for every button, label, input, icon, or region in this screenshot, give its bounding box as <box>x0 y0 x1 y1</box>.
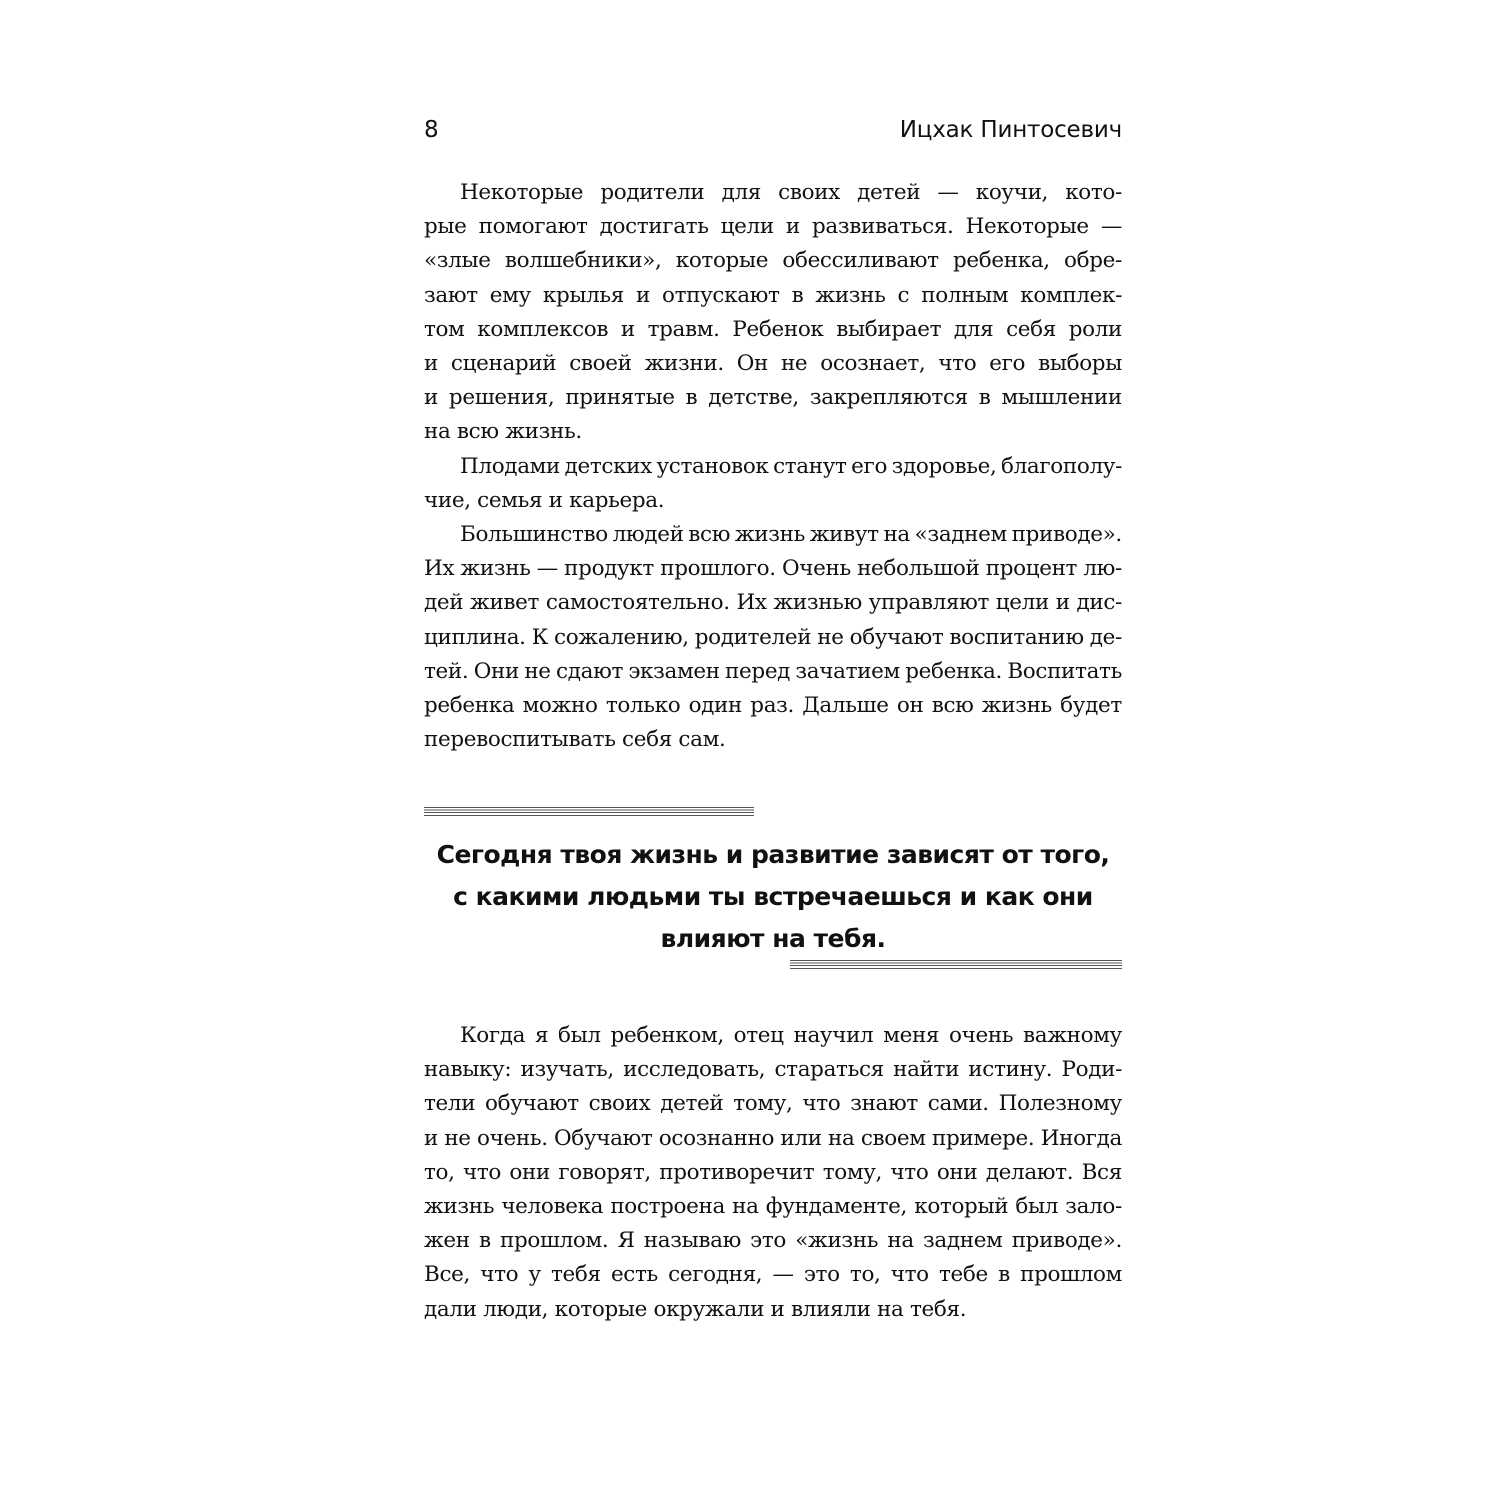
text-line: «злые волшебники», которые обессиливают ребенка, обре- <box>424 248 1122 274</box>
text-line: и не очень. Обучают осознанно или на своем примере. Иногда <box>424 1125 1122 1151</box>
text-line: Их жизнь — продукт прошлого. Очень небольшой процент лю- <box>424 556 1122 582</box>
body-text-section-2 <box>424 1019 1122 1327</box>
page-number: 8 <box>424 117 439 143</box>
text-line: чие, семья и карьера. <box>424 487 665 513</box>
text-line: циплина. К сожалению, родителей не обучают воспитанию де- <box>424 624 1122 650</box>
paragraph <box>424 1019 1122 1327</box>
text-line: Плодами детских установок станут его здоровье, благополу- <box>460 453 1122 479</box>
text-line: зают ему крылья и отпускают в жизнь с полным комплек- <box>424 282 1122 308</box>
text-line: перевоспитывать себя сам. <box>424 727 726 753</box>
text-line: рые помогают достигать цели и развиваться. Некоторые — <box>424 214 1122 240</box>
running-header <box>424 112 1122 148</box>
paragraph <box>424 450 1122 518</box>
text-line: навыку: изучать, исследовать, стараться найти истину. Роди- <box>424 1057 1122 1083</box>
text-line: дали люди, которые окружали и влияли на тебя. <box>424 1296 967 1322</box>
text-line: на всю жизнь. <box>424 419 582 445</box>
text-line: Все, что у тебя есть сегодня, — это то, что тебе в прошлом <box>424 1262 1122 1288</box>
paragraph <box>424 518 1122 757</box>
paragraph <box>424 176 1122 450</box>
text-line: дей живет самостоятельно. Их жизнью управляют цели и дис- <box>424 590 1122 616</box>
body-text-section-1 <box>424 176 1122 757</box>
author-name: Ицхак Пинтосевич <box>899 117 1122 143</box>
text-line: жизнь человека построена на фундаменте, который был зало- <box>424 1194 1122 1220</box>
decorative-rule-bottom <box>790 960 1122 969</box>
text-line: том комплексов и травм. Ребенок выбирает для себя роли <box>424 316 1122 342</box>
book-page <box>424 0 1122 1500</box>
pull-quote-line: влияют на тебя. <box>660 924 886 953</box>
pull-quote-line: с какими людьми ты встречаешься и как они <box>453 882 1093 911</box>
text-line: жен в прошлом. Я называю это «жизнь на заднем приводе». <box>424 1228 1122 1254</box>
text-line: Большинство людей всю жизнь живут на «заднем приводе». <box>460 522 1122 548</box>
pull-quote-line: Сегодня твоя жизнь и развитие зависят от того, <box>436 840 1110 869</box>
text-line: тей. Они не сдают экзамен перед зачатием ребенка. Воспитать <box>424 658 1122 684</box>
text-line: и сценарий своей жизни. Он не осознает, что его выборы <box>424 351 1122 377</box>
text-line: Некоторые родители для своих детей — коучи, кото- <box>460 180 1122 205</box>
pull-quote <box>424 834 1122 960</box>
decorative-rule-top <box>424 807 754 816</box>
text-line: то, что они говорят, противоречит тому, что они делают. Вся <box>424 1159 1122 1185</box>
text-line: Когда я был ребенком, отец научил меня очень важному <box>460 1023 1122 1048</box>
text-line: ребенка можно только один раз. Дальше он всю жизнь будет <box>424 693 1122 719</box>
text-line: тели обучают своих детей тому, что знают сами. Полезному <box>424 1091 1122 1117</box>
text-line: и решения, принятые в детстве, закрепляются в мышлении <box>424 385 1122 411</box>
